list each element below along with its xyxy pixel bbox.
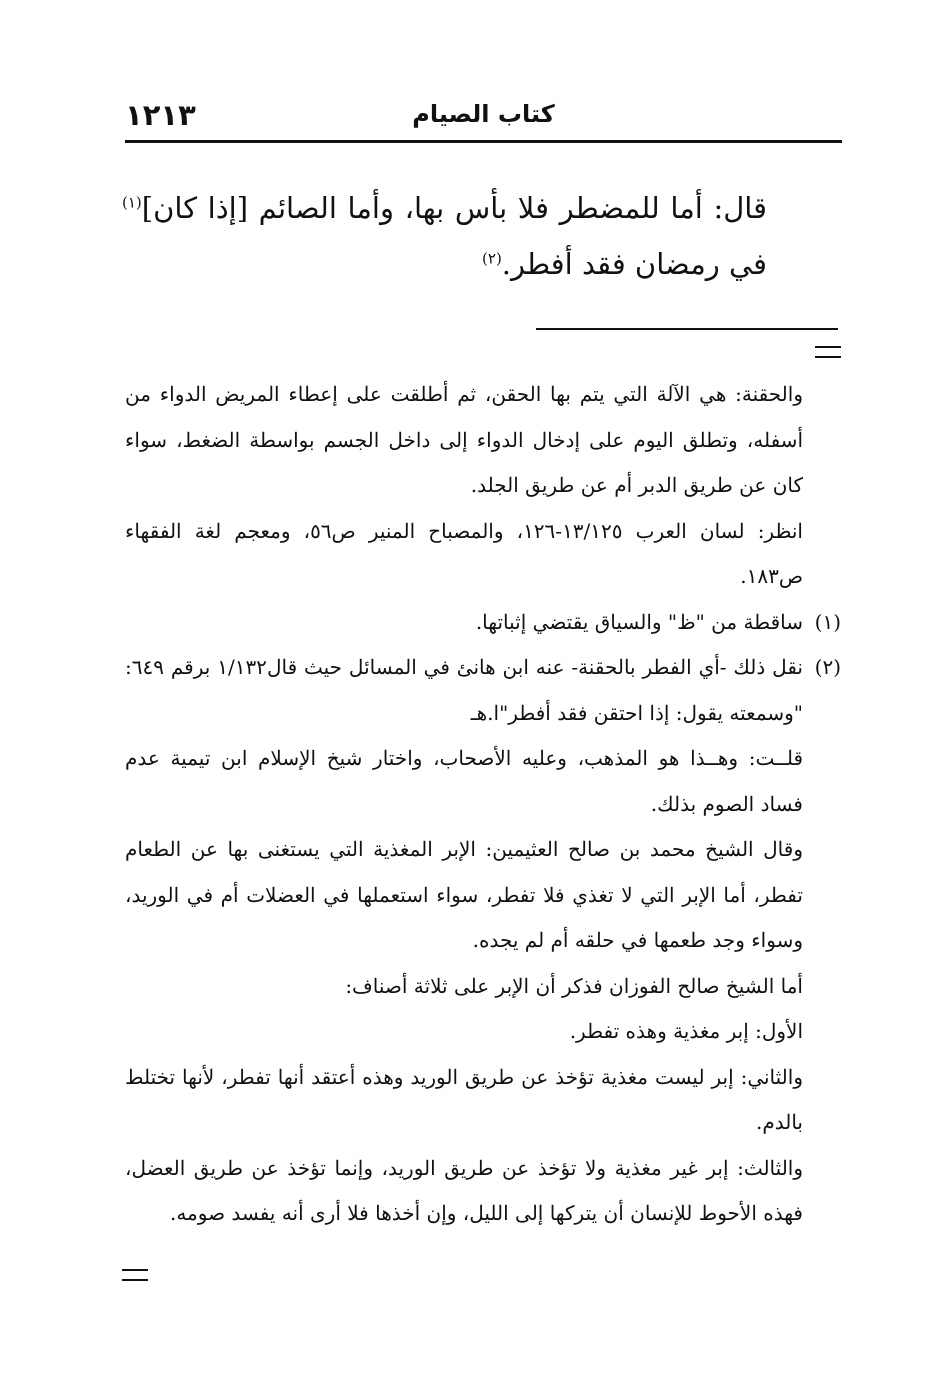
footnotes (125, 372, 841, 1237)
footnote-2-paragraph: والثاني: إبر ليست مغذية تؤخذ عن طريق الوريد وهذه أعتقد أنها تفطر، لأنها تختلط بالدم. (125, 1064, 803, 1134)
running-title: كتاب الصيام (412, 100, 555, 128)
footnote-2-paragraph: وقال الشيخ محمد بن صالح العثيمين: الإبر المغذية التي يستغنى بها عن الطعام تفطر، أما الإبر التي لا تغذي فلا تفطر، سواء استعملها في العضلات أم في الوريد، وسواء وجد طعمها في حلقه أم لم يجده. (125, 837, 803, 952)
main-text-part-1: قال: أما للمضطر فلا بأس بها، وأما الصائم [إذا كان] (141, 191, 767, 225)
footnote-2-paragraph: قلــت: وهــذا هو المذهب، وعليه الأصحاب، واختار شيخ الإسلام ابن تيمية عدم فساد الصوم بذلك. (125, 746, 803, 816)
footnote-2-number: (٢) (814, 655, 841, 679)
footnote-marker-1: (١) (122, 193, 142, 212)
main-text-part-2: في رمضان فقد أفطر. (501, 247, 767, 281)
footnote-2-paragraph: أما الشيخ صالح الفوزان فذكر أن الإبر على ثلاثة أصناف: (345, 973, 803, 998)
footnote-separator (536, 328, 838, 330)
continuation-mark-top (815, 346, 841, 358)
footnote-2-paragraph: والثالث: إبر غير مغذية ولا تؤخذ عن طريق الوريد، وإنما تؤخذ عن طريق العضل، فهذه الأحوط للإنسان أن يتركها إلى الليل، وإن أخذها فلا أرى أنه يفسد صومه. (125, 1155, 803, 1225)
page-header (125, 96, 842, 142)
page-number: ١٢١٣ (125, 98, 196, 132)
footnote-2-paragraph: نقل ذلك -أي الفطر بالحقنة- عنه ابن هانئ في المسائل حيث قال١/١٣٢ برقم ٦٤٩: "وسمعته يقول: إذا احتقن فقد أفطر"ا.هـ (125, 655, 803, 725)
footnote-2 (125, 645, 841, 1237)
footnote-continuation-paragraph: والحقنة: هي الآلة التي يتم بها الحقن، ثم أطلقت على إعطاء المريض الدواء من أسفله، وتطلق اليوم على إدخال الدواء إلى داخل الجسم بواسطة الضغط، سواء كان عن طريق الدبر أم عن طريق الجلد. (125, 382, 803, 497)
header-rule (125, 140, 842, 143)
continuation-mark-bottom (122, 1269, 148, 1281)
footnote-continuation-reference: انظر: لسان العرب ١٣/١٢٥-١٢٦، والمصباح المنير ص٥٦، ومعجم لغة الفقهاء ص١٨٣. (125, 518, 803, 588)
main-text (122, 180, 767, 292)
footnote-1-text: ساقطة من "ظ" والسياق يقتضي إثباتها. (475, 609, 803, 634)
footnote-1-number: (١) (814, 609, 841, 634)
footnote-1 (125, 600, 841, 646)
footnote-marker-2: (٢) (482, 249, 502, 268)
footnote-2-paragraph: الأول: إبر مغذية وهذه تفطر. (569, 1019, 803, 1043)
